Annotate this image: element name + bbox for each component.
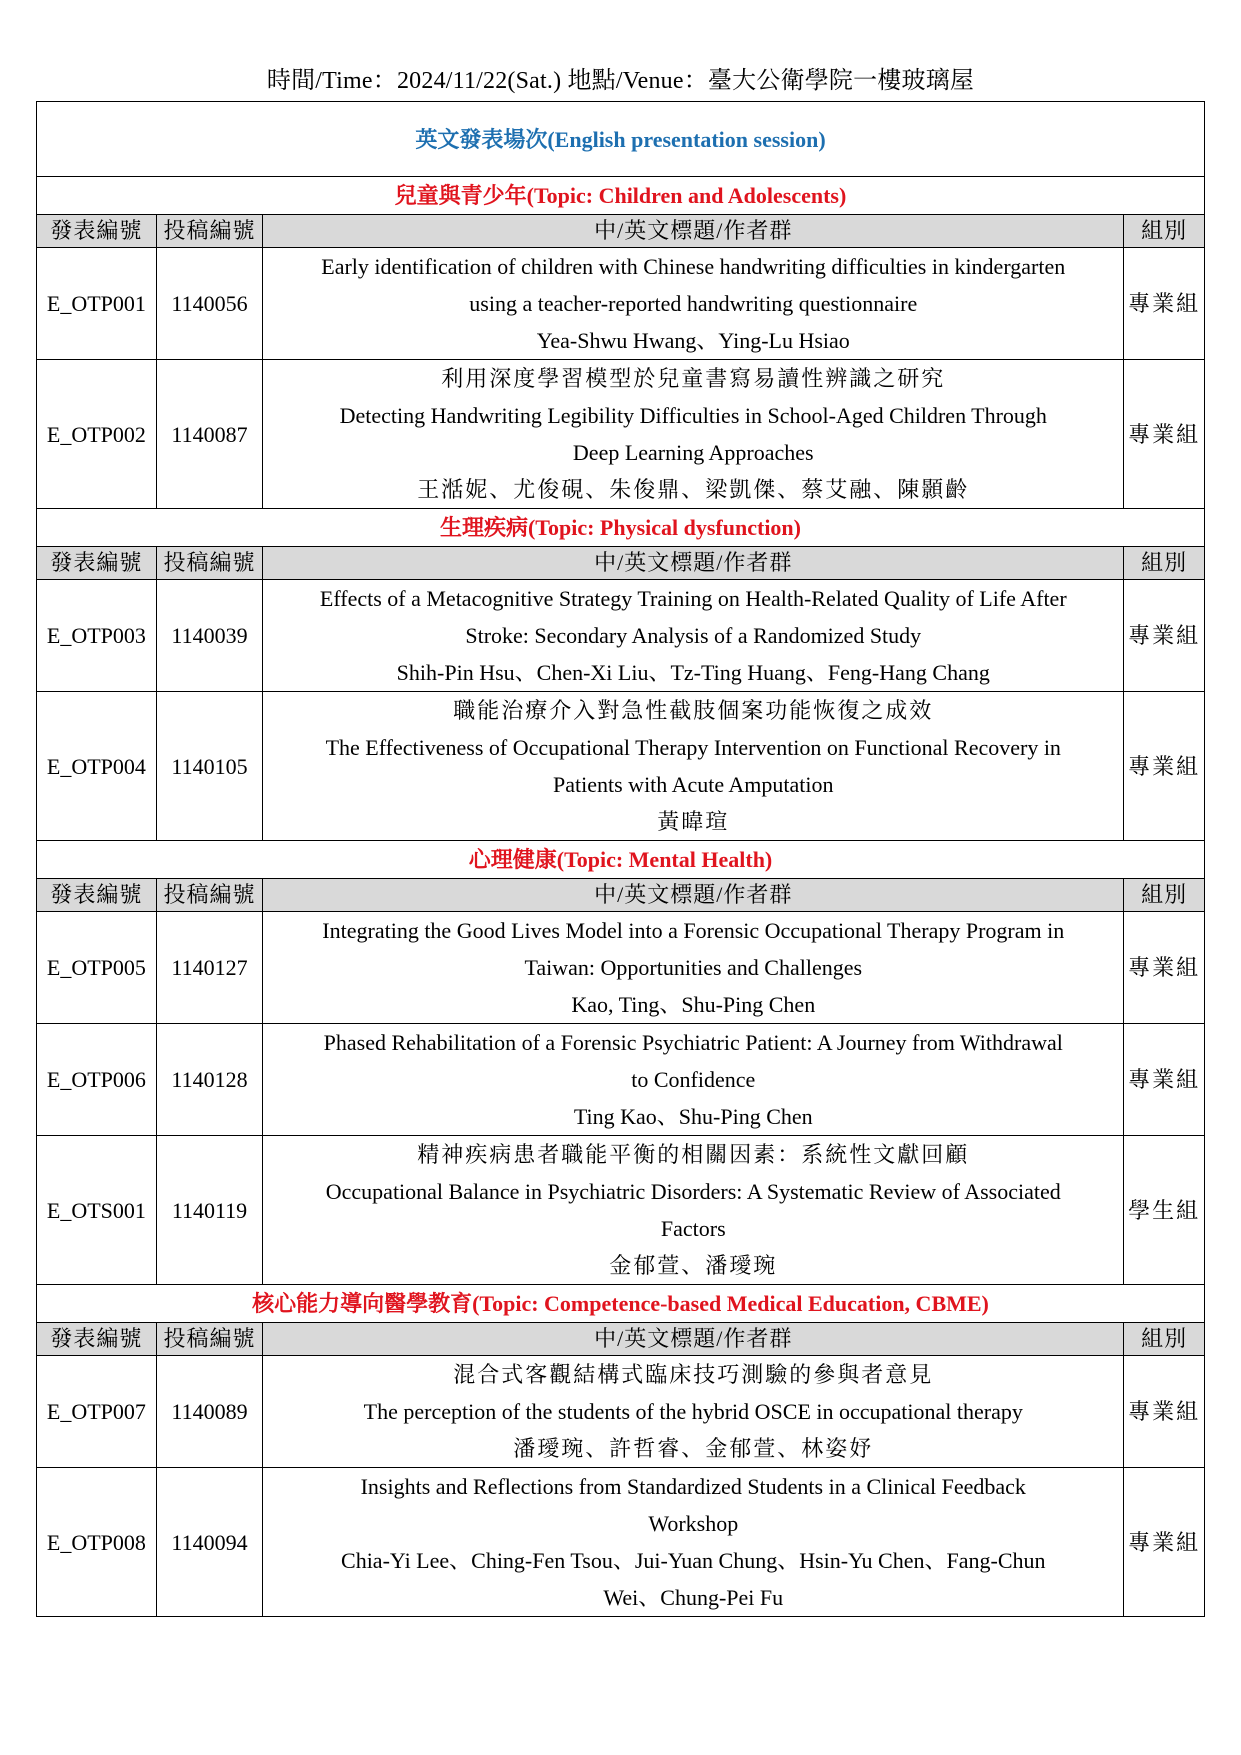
group-label: 專業組 [1124, 248, 1205, 360]
group-label: 專業組 [1124, 580, 1205, 692]
title-line: Factors [660, 1216, 726, 1241]
title-authors-cell [263, 1356, 1124, 1468]
group-label: 專業組 [1124, 692, 1205, 841]
col-header-presentation-no: 發表編號 [37, 1323, 157, 1356]
title-line: Chia-Yi Lee、Ching-Fen Tsou、Jui-Yuan Chung、Hsin-Yu Chen、Fang-Chun [341, 1548, 1046, 1573]
title-line: Detecting Handwriting Legibility Difficulties in School-Aged Children Through [339, 403, 1047, 428]
table-row [37, 360, 1205, 509]
submission-id: 1140094 [156, 1468, 262, 1617]
col-header-group: 組別 [1124, 879, 1205, 912]
title-line: Insights and Reflections from Standardized Students in a Clinical Feedback [360, 1474, 1026, 1499]
title-authors-cell [263, 1024, 1124, 1136]
presentation-id: E_OTP005 [37, 912, 157, 1024]
col-header-presentation-no: 發表編號 [37, 879, 157, 912]
topic-heading: 心理健康(Topic: Mental Health) [37, 841, 1205, 879]
submission-id: 1140127 [156, 912, 262, 1024]
session-title: 英文發表場次(English presentation session) [37, 102, 1205, 177]
group-label: 專業組 [1124, 912, 1205, 1024]
title-line: Occupational Balance in Psychiatric Disorders: A Systematic Review of Associated [325, 1179, 1061, 1204]
title-authors-cell [263, 1468, 1124, 1617]
col-header-submission-no: 投稿編號 [156, 879, 262, 912]
group-label: 專業組 [1124, 1356, 1205, 1468]
column-header-row [37, 1323, 1205, 1356]
title-authors-cell [263, 692, 1124, 841]
title-line: Effects of a Metacognitive Strategy Training on Health-Related Quality of Life After [319, 586, 1067, 611]
title-line: 精神疾病患者職能平衡的相關因素：系統性文獻回顧 [417, 1142, 970, 1167]
title-line: Phased Rehabilitation of a Forensic Psychiatric Patient: A Journey from Withdrawal [323, 1030, 1063, 1055]
col-header-submission-no: 投稿編號 [156, 215, 262, 248]
title-line: 金郁萱、潘璦琬 [609, 1253, 778, 1278]
group-label: 專業組 [1124, 360, 1205, 509]
table-row [37, 1468, 1205, 1617]
col-header-title-authors: 中/英文標題/作者群 [263, 879, 1124, 912]
title-authors-cell [263, 580, 1124, 692]
title-authors-cell [263, 1136, 1124, 1285]
table-row [37, 1136, 1205, 1285]
session-title-row [37, 102, 1205, 177]
submission-id: 1140087 [156, 360, 262, 509]
title-line: 黃暐瑄 [657, 809, 730, 834]
title-line: 混合式客觀結構式臨床技巧測驗的參與者意見 [453, 1362, 934, 1387]
col-header-submission-no: 投稿編號 [156, 1323, 262, 1356]
title-line: Early identification of children with Chinese handwriting difficulties in kindergarten [321, 254, 1066, 279]
presentation-id: E_OTP003 [37, 580, 157, 692]
col-header-group: 組別 [1124, 547, 1205, 580]
topic-heading: 生理疾病(Topic: Physical dysfunction) [37, 509, 1205, 547]
title-line: using a teacher-reported handwriting questionnaire [469, 291, 918, 316]
table-row [37, 692, 1205, 841]
title-line: The perception of the students of the hybrid OSCE in occupational therapy [363, 1399, 1023, 1424]
title-line: 利用深度學習模型於兒童書寫易讀性辨識之研究 [441, 366, 946, 391]
presentation-id: E_OTP008 [37, 1468, 157, 1617]
schedule-table [36, 101, 1205, 1617]
col-header-title-authors: 中/英文標題/作者群 [263, 215, 1124, 248]
col-header-title-authors: 中/英文標題/作者群 [263, 1323, 1124, 1356]
presentation-id: E_OTP002 [37, 360, 157, 509]
table-row [37, 1024, 1205, 1136]
topic-heading: 核心能力導向醫學教育(Topic: Competence-based Medical Education, CBME) [37, 1285, 1205, 1323]
title-line: Patients with Acute Amputation [553, 772, 834, 797]
title-line: The Effectiveness of Occupational Therapy Intervention on Functional Recovery in [325, 735, 1061, 760]
submission-id: 1140128 [156, 1024, 262, 1136]
title-line: to Confidence [631, 1067, 756, 1092]
col-header-submission-no: 投稿編號 [156, 547, 262, 580]
title-line: Stroke: Secondary Analysis of a Randomized Study [465, 623, 922, 648]
submission-id: 1140039 [156, 580, 262, 692]
table-row [37, 580, 1205, 692]
title-line: 職能治療介入對急性截肢個案功能恢復之成效 [453, 698, 934, 723]
col-header-group: 組別 [1124, 215, 1205, 248]
presentation-id: E_OTP001 [37, 248, 157, 360]
col-header-presentation-no: 發表編號 [37, 215, 157, 248]
title-line: Yea-Shwu Hwang、Ying-Lu Hsiao [536, 328, 850, 353]
title-line: 王湉妮、尤俊硯、朱俊鼎、梁凱傑、蔡艾融、陳顥齡 [417, 477, 970, 502]
group-label: 專業組 [1124, 1468, 1205, 1617]
title-authors-cell [263, 360, 1124, 509]
topic-row [37, 509, 1205, 547]
title-authors-cell [263, 248, 1124, 360]
topic-row [37, 841, 1205, 879]
title-line: Kao, Ting、Shu-Ping Chen [571, 992, 816, 1017]
col-header-presentation-no: 發表編號 [37, 547, 157, 580]
title-line: Integrating the Good Lives Model into a Forensic Occupational Therapy Program in [322, 918, 1065, 943]
time-venue-header: 時間/Time：2024/11/22(Sat.) 地點/Venue：臺大公衛學院一樓玻璃屋 [266, 68, 975, 94]
col-header-title-authors: 中/英文標題/作者群 [263, 547, 1124, 580]
group-label: 專業組 [1124, 1024, 1205, 1136]
topic-row [37, 1285, 1205, 1323]
column-header-row [37, 547, 1205, 580]
title-line: Workshop [648, 1511, 739, 1536]
title-line: Deep Learning Approaches [572, 440, 814, 465]
topic-heading: 兒童與青少年(Topic: Children and Adolescents) [37, 177, 1205, 215]
presentation-id: E_OTS001 [37, 1136, 157, 1285]
presentation-id: E_OTP004 [37, 692, 157, 841]
presentation-id: E_OTP007 [37, 1356, 157, 1468]
submission-id: 1140119 [156, 1136, 262, 1285]
column-header-row [37, 879, 1205, 912]
column-header-row [37, 215, 1205, 248]
title-line: Shih-Pin Hsu、Chen-Xi Liu、Tz-Ting Huang、Feng-Hang Chang [396, 660, 990, 685]
group-label: 學生組 [1124, 1136, 1205, 1285]
title-line: Taiwan: Opportunities and Challenges [524, 955, 863, 980]
col-header-group: 組別 [1124, 1323, 1205, 1356]
topic-row [37, 177, 1205, 215]
presentation-id: E_OTP006 [37, 1024, 157, 1136]
table-row [37, 1356, 1205, 1468]
title-line: 潘璦琬、許哲睿、金郁萱、林姿妤 [513, 1436, 874, 1461]
submission-id: 1140105 [156, 692, 262, 841]
title-line: Wei、Chung-Pei Fu [603, 1585, 784, 1610]
table-row [37, 912, 1205, 1024]
title-authors-cell [263, 912, 1124, 1024]
submission-id: 1140056 [156, 248, 262, 360]
table-row [37, 248, 1205, 360]
submission-id: 1140089 [156, 1356, 262, 1468]
title-line: Ting Kao、Shu-Ping Chen [573, 1104, 813, 1129]
